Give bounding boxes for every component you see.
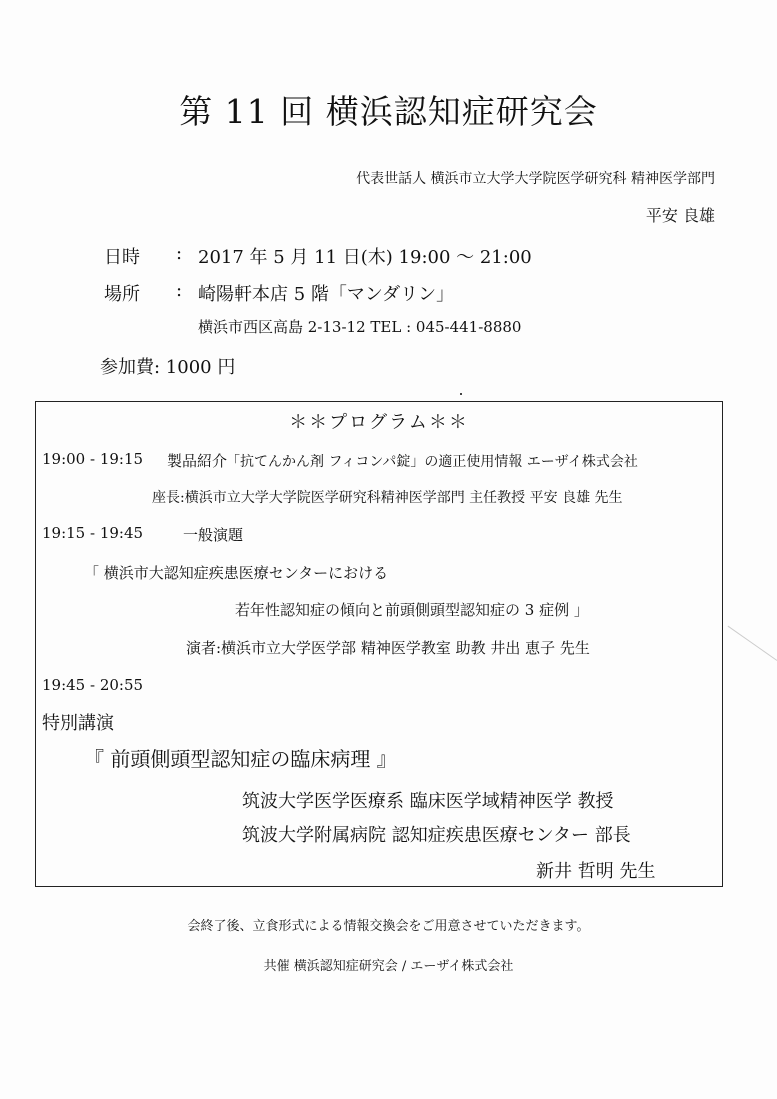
session1-title: 製品紹介 (167, 452, 228, 470)
session2-topic-line1: 「 横浜市大認知症疾患医療センターにおける (84, 564, 389, 582)
session2-topic-line2: 若年性認知症の傾向と前頭側頭型認知症の 3 症例 」 (235, 601, 589, 619)
session3-speaker: 新井 哲明 先生 (536, 861, 656, 882)
closing-note: 会終了後、立食形式による情報交換会をご用意させていただきます。 (187, 919, 590, 934)
venue-address: 横浜市西区高島 2-13-12 TEL : 045-441-8880 (198, 318, 522, 336)
session3-title: 特別講演 (42, 713, 114, 734)
date-value: 2017 年 5 月 11 日(木) 19:00 ～ 21:00 (198, 247, 532, 268)
date-colon: : (176, 243, 183, 264)
session3-topic: 『 前頭側頭型認知症の臨床病理 』 (84, 747, 397, 771)
participation-fee: 参加費: 1000 円 (100, 357, 236, 378)
place-colon: : (176, 280, 183, 301)
place-label: 場所 (104, 284, 140, 305)
session1-time: 19:00 - 19:15 (42, 450, 144, 468)
session2-speaker: 演者:横浜市立大学医学部 精神医学教室 助教 井出 恵子 先生 (186, 639, 590, 657)
session1-detail: 「抗てんかん剤 フィコンパ錠」の適正使用情報 エーザイ株式会社 (226, 454, 638, 470)
session2-time: 19:15 - 19:45 (42, 524, 144, 542)
sponsor-line: 共催 横浜認知症研究会 / エーザイ株式会社 (263, 959, 514, 974)
scan-artifact-line (728, 626, 777, 661)
program-box (35, 401, 723, 887)
representative-name: 平安 良雄 (645, 206, 715, 225)
program-heading: ＊＊プログラム＊＊ (289, 412, 469, 433)
scan-speck (460, 393, 462, 395)
session3-affiliation-1: 筑波大学医学医療系 臨床医学域精神医学 教授 (242, 791, 614, 812)
representative-affiliation: 代表世話人 横浜市立大学大学院医学研究科 精神医学部門 (356, 171, 715, 187)
session2-title: 一般演題 (183, 526, 244, 544)
session3-affiliation-2: 筑波大学附属病院 認知症疾患医療センター 部長 (242, 825, 631, 846)
session3-time: 19:45 - 20:55 (42, 676, 144, 694)
place-value: 崎陽軒本店 5 階「マンダリン」 (198, 284, 455, 305)
date-label: 日時 (104, 247, 140, 268)
session1-chair: 座長:横浜市立大学大学院医学研究科精神医学部門 主任教授 平安 良雄 先生 (152, 490, 623, 506)
page-title: 第 11 回 横浜認知症研究会 (179, 92, 598, 131)
